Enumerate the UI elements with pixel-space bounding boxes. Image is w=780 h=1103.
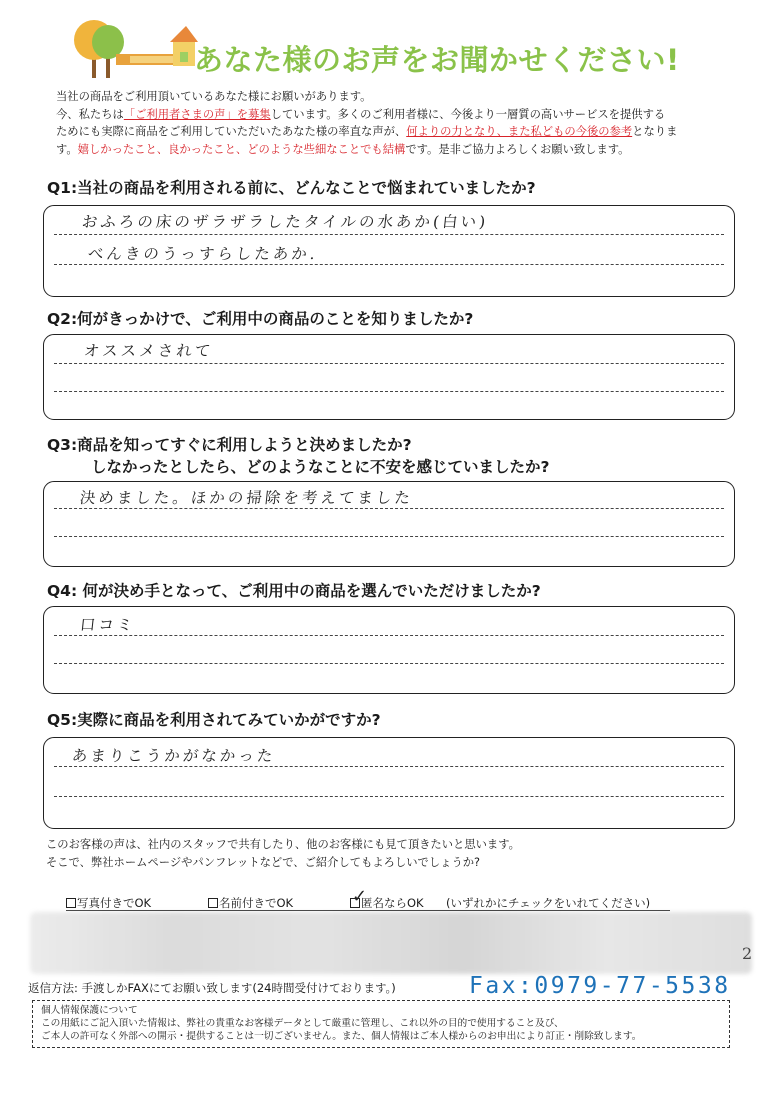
share-line-2: そこで、弊社ホームページやパンフレットなどで、ご紹介してもよろしいでしょうか? [46, 855, 481, 869]
consent-photo-option[interactable] [66, 895, 208, 911]
intro-text-segment: ためにも実際に商品をご利用していただいたあなた様の率直な声が、 [56, 125, 407, 138]
question-2: Q2:何がきっかけで、ご利用中の商品のことを知りましたか? [47, 310, 474, 328]
share-request [46, 836, 520, 871]
checkbox-icon[interactable] [208, 898, 218, 908]
question-5: Q5:実際に商品を利用されてみていかがですか? [47, 711, 381, 729]
answer-line [54, 264, 724, 265]
page-title: あなた様のお声をお聞かせください! [194, 43, 680, 77]
question-3 [47, 434, 550, 478]
answer-line [54, 536, 724, 537]
intro-text-segment: しています。多くのご利用者様に、今後より一層質の高いサービスを提供する [270, 107, 666, 121]
privacy-line-1: この用紙にご記入頂いた情報は、弊社の貴重なお客様データとして厳重に管理し、これ以外の目的で使用すること及び、 [41, 1018, 564, 1030]
intro-highlight: 何よりの力となり、また私どもの今後の参考 [406, 125, 633, 138]
consent-note: (いずれかにチェックをいれてください) [446, 896, 651, 910]
answer-box-4[interactable] [43, 606, 735, 694]
handwritten-answer: オススメされて [82, 342, 215, 360]
answer-line [54, 391, 724, 392]
answer-line [54, 508, 724, 509]
question-4: Q4: 何が決め手となって、ご利用中の商品を選んでいただけましたか? [47, 582, 541, 600]
answer-line [54, 635, 724, 636]
handwritten-answer: 口コミ [78, 616, 137, 634]
consent-name-label: 名前付きでOK [219, 896, 294, 910]
check-mark-icon: ✓ [352, 886, 368, 907]
intro-text-segment: となりま [632, 125, 678, 138]
intro-highlight: 「ご利用者さまの声」を募集 [123, 107, 271, 121]
margin-note: 2 [742, 944, 753, 963]
intro-line-3 [56, 123, 746, 141]
answer-box-3[interactable] [43, 481, 735, 567]
answer-line [54, 363, 724, 364]
consent-anonymous-label: 匿名ならOK [361, 896, 424, 910]
answer-box-5[interactable] [43, 737, 735, 829]
share-line-1: このお客様の声は、社内のスタッフで共有したり、他のお客様にも見て頂きたいと思います。 [46, 838, 520, 851]
privacy-line-2: ご本人の許可なく外部への開示・提供することは一切ございません。また、個人情報はご本人様からのお申出により訂正・削除致します。 [41, 1031, 642, 1043]
handwritten-answer: 決めました。ほかの掃除を考えてました [78, 489, 414, 507]
handwritten-answer: べんきのうっすらしたあか. [86, 245, 319, 263]
answer-box-1[interactable] [43, 205, 735, 297]
answer-line [54, 796, 724, 797]
intro-line-1: 当社の商品をご利用頂いているあなた様にお願いがあります。 [56, 90, 372, 103]
consent-name-option[interactable] [208, 895, 350, 911]
checkbox-icon[interactable] [66, 898, 76, 908]
intro-text-segment: です。是非ご協力よろしくお願い致します。 [405, 142, 630, 156]
intro-line-4 [56, 141, 746, 159]
handwritten-answer: おふろの床のザラザラしたタイルの水あか(白い) [80, 213, 490, 231]
question-3-line-2: しなかったとしたら、どのようなことに不安を感じていましたか? [91, 458, 550, 476]
intro-line-2 [56, 106, 746, 124]
question-1: Q1:当社の商品を利用される前に、どんなことで悩まれていましたか? [47, 179, 536, 197]
privacy-title: 個人情報保護について [41, 1005, 138, 1016]
answer-line [54, 663, 724, 664]
answer-line [54, 234, 724, 235]
question-3-line-1: Q3:商品を知ってすぐに利用しようと決めましたか? [47, 436, 412, 454]
intro-highlight: 嬉しかったこと、良かったこと、どのような些細なことでも結構 [77, 142, 406, 156]
redacted-signature-area [30, 912, 752, 974]
consent-photo-label: 写真付きでOK [77, 896, 152, 910]
answer-line [54, 766, 724, 767]
intro-text-segment: す。 [56, 142, 78, 156]
intro-text-segment: 今、私たちは [56, 107, 124, 121]
return-method: 返信方法: 手渡しかFAXにてお願い致します(24時間受付けております。) [28, 981, 396, 995]
consent-underline [66, 910, 670, 911]
fax-number: Fax:0979-77-5538 [469, 973, 731, 999]
answer-box-2[interactable] [43, 334, 735, 420]
intro-text [56, 88, 746, 158]
tree-and-house-icon [70, 18, 198, 80]
handwritten-answer: あまりこうかがなかった [70, 747, 277, 765]
privacy-notice [32, 1000, 730, 1048]
